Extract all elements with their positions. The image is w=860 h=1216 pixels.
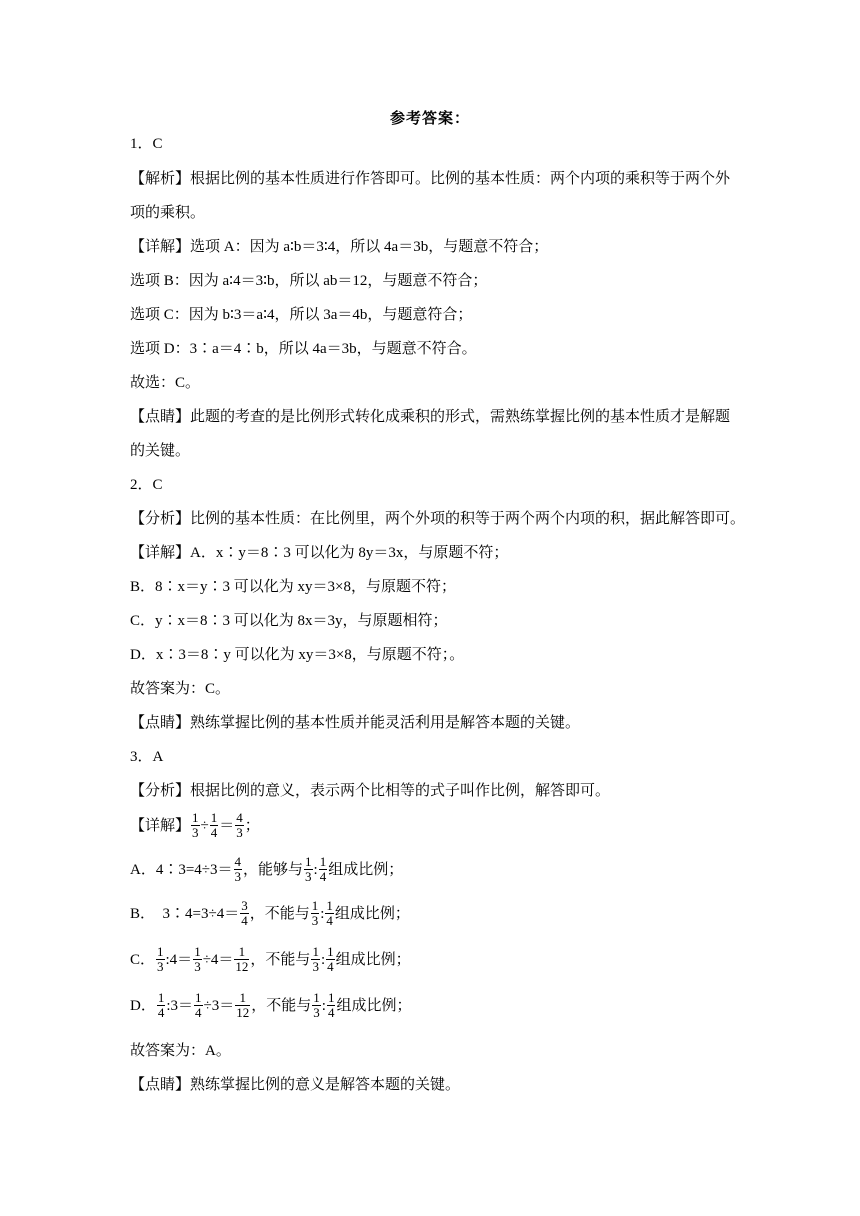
q3-d-division: ÷3＝ — [203, 997, 235, 1014]
fraction-one-third: $\frac{1}{3}$ — [313, 990, 320, 1020]
fraction-one-twelfth: $\frac{1}{12}$ — [236, 990, 250, 1020]
q2-detail-a: 【详解】A．x∶y＝8∶3 可以化为 8y＝3x，与原题不符； — [130, 545, 509, 561]
q1-answer: 1．C — [130, 136, 163, 152]
q1-comment-line-2: 的关键。 — [130, 443, 191, 459]
q1-detail-b: 选项 B：因为 a∶4＝3∶b，所以 ab＝12，与题意不符合； — [130, 273, 488, 289]
page-title: 参考答案： — [389, 111, 470, 127]
q3-detail — [130, 811, 260, 840]
fraction-one-quarter: $\frac{1}{4}$ — [327, 944, 334, 974]
q2-answer: 2．C — [130, 477, 163, 493]
q1-detail-c: 选项 C：因为 b∶3＝a∶4，所以 3a＝4b，与题意符合； — [130, 307, 473, 323]
fraction-one-quarter: $\frac{1}{4}$ — [210, 810, 218, 840]
q3-a-prefix: A．4∶3=4÷3＝ — [130, 861, 233, 878]
q3-b-prefix: B． 3∶4=3÷4＝ — [130, 905, 240, 922]
q1-detail-d: 选项 D：3∶a＝4∶b，所以 4a＝3b，与题意不符合。 — [130, 341, 477, 357]
fraction-one-third: $\frac{1}{3}$ — [305, 854, 312, 884]
fraction-three-quarters: $\frac{3}{4}$ — [241, 898, 248, 928]
q3-analysis: 【分析】根据比例的意义，表示两个比相等的式子叫作比例，解答即可。 — [130, 783, 611, 799]
q1-comment-line-1: 【点睛】此题的考查的是比例形式转化成乘积的形式，需熟练掌握比例的基本性质才是解题 — [130, 409, 731, 425]
q2-comment: 【点睛】熟练掌握比例的基本性质并能灵活利用是解答本题的关键。 — [130, 715, 581, 731]
q3-d-suffix: 组成比例； — [336, 997, 412, 1014]
ratio-colon: : — [313, 861, 318, 878]
q1-conclusion: 故选：C。 — [130, 375, 201, 391]
fraction-one-third: $\frac{1}{3}$ — [311, 898, 319, 928]
q3-b-middle: ，不能与 — [249, 905, 310, 922]
ratio-colon: : — [321, 997, 326, 1014]
fraction-one-quarter: $\frac{1}{4}$ — [319, 854, 327, 884]
q2-detail-d: D．x∶3＝8∶y 可以化为 xy＝3×8，与原题不符；。 — [130, 647, 465, 663]
q3-c-division: ÷4＝ — [202, 951, 234, 968]
q3-answer: 3．A — [130, 749, 164, 765]
q3-comment: 【点睛】熟练掌握比例的意义是解答本题的关键。 — [130, 1077, 461, 1093]
q3-d-ratio: :3＝ — [166, 997, 194, 1014]
divide-sign: ÷ — [200, 817, 209, 834]
q3-a-middle: ，能够与 — [243, 861, 304, 878]
q1-analysis-line-2: 项的乘积。 — [130, 205, 206, 221]
q3-d-middle: ，不能与 — [251, 997, 312, 1014]
q3-b-suffix: 组成比例； — [334, 905, 410, 922]
q3-a-suffix: 组成比例； — [328, 861, 404, 878]
fraction-four-thirds: $\frac{4}{3}$ — [234, 854, 242, 884]
fraction-one-third: $\frac{1}{3}$ — [157, 944, 164, 974]
q3-c-middle: ，不能与 — [250, 951, 311, 968]
fraction-one-third: $\frac{1}{3}$ — [312, 944, 319, 974]
fraction-one-third: $\frac{1}{3}$ — [192, 810, 199, 840]
q2-conclusion: 故答案为：C。 — [130, 681, 231, 697]
q2-analysis: 【分析】比例的基本性质：在比例里，两个外项的积等于两个两个内项的积，据此解答即可。 — [130, 511, 746, 527]
fraction-one-quarter: $\frac{1}{4}$ — [157, 990, 165, 1020]
q2-detail-b: B．8∶x＝y∶3 可以化为 xy＝3×8，与原题不符； — [130, 579, 456, 595]
ratio-colon: : — [320, 905, 325, 922]
q1-analysis-line-1: 【解析】根据比例的基本性质进行作答即可。比例的基本性质：两个内项的乘积等于两个外 — [130, 171, 731, 187]
q2-detail-c: C．y∶x＝8∶3 可以化为 8x＝3y，与原题相符； — [130, 613, 448, 629]
fraction-one-third: $\frac{1}{3}$ — [194, 944, 201, 974]
q3-c-prefix: C． — [130, 951, 156, 968]
q3-d-prefix: D． — [130, 997, 156, 1014]
q1-detail-a: 【详解】选项 A：因为 a∶b＝3∶4，所以 4a＝3b，与题意不符合； — [130, 239, 549, 255]
fraction-one-quarter: $\frac{1}{4}$ — [326, 898, 333, 928]
ratio-colon: : — [320, 951, 326, 968]
q3-option-c — [130, 945, 411, 974]
fraction-four-thirds: $\frac{4}{3}$ — [236, 810, 243, 840]
q3-option-b — [130, 899, 410, 928]
fraction-one-quarter: $\frac{1}{4}$ — [195, 990, 202, 1020]
fraction-one-twelfth: $\frac{1}{12}$ — [235, 944, 249, 974]
equals-sign: ＝ — [219, 817, 235, 834]
q3-c-ratio: :4＝ — [165, 951, 193, 968]
q3-c-suffix: 组成比例； — [335, 951, 411, 968]
q3-detail-label: 【详解】 — [130, 817, 191, 834]
q3-conclusion: 故答案为：A。 — [130, 1043, 231, 1059]
q3-option-d — [130, 991, 411, 1020]
fraction-one-quarter: $\frac{1}{4}$ — [327, 990, 335, 1020]
q3-option-a — [130, 855, 403, 884]
semicolon: ； — [244, 817, 260, 834]
